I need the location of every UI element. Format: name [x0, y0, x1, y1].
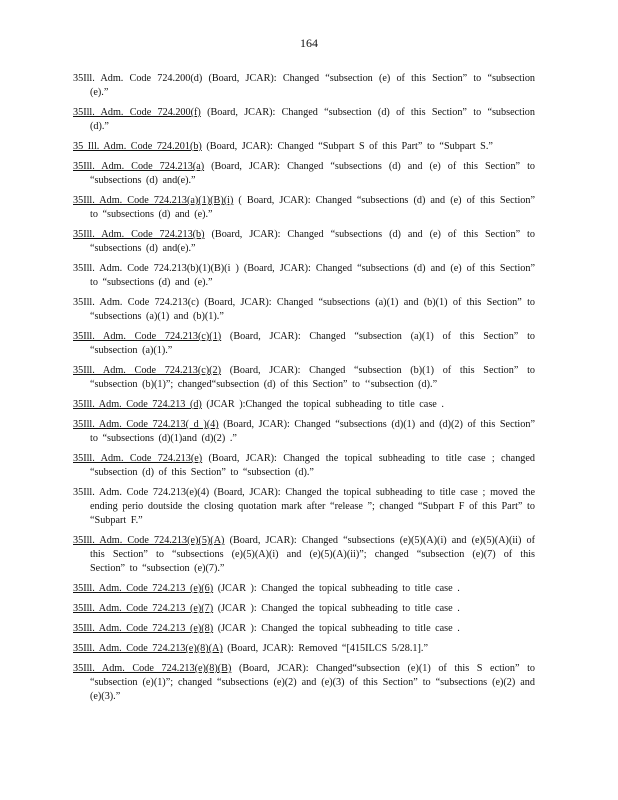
code-citation: 35Ill. Adm. Code 724.213(c)(2)	[73, 365, 222, 376]
list-item	[73, 418, 535, 446]
code-citation: 35Ill. Adm. Code 724.213(e)(8)(A)	[73, 643, 223, 654]
list-item	[73, 642, 535, 656]
list-item	[73, 662, 535, 704]
list-item	[73, 160, 535, 188]
code-citation: 35Ill. Adm. Code 724.213(e)(5)(A)	[73, 535, 225, 546]
list-item	[73, 452, 535, 480]
list-item	[73, 228, 535, 256]
list-item	[73, 194, 535, 222]
change-description: ( Board, JCAR): Changed “subsections (d) and (e) of this Section” to “subsections (d) and (e).”	[90, 195, 535, 220]
change-description: (Board, JCAR): Changed “subsection (e) of this Section” to “subsection (e).”	[90, 73, 536, 98]
change-description: (Board, JCAR): Removed “[415ILCS 5/28.1].”	[222, 643, 428, 654]
list-item	[73, 534, 535, 576]
change-description: ) (Board, JCAR): Changed “subsections (d) and (e) of this Section” to “subsections (d) and (e).”	[90, 263, 535, 288]
list-item	[73, 330, 535, 358]
page-number: 164	[300, 36, 318, 50]
code-citation: 35Ill. Adm. Code 724.213(a)(1)(B)(i)	[73, 195, 234, 206]
code-citation: 35Ill. Adm. Code 724.213(e)(4)	[73, 487, 210, 498]
code-citation: 35Ill. Adm. Code 724.213 (d)	[73, 399, 202, 410]
code-citation: 35Ill. Adm. Code 724.213(b)(1)(B)(i	[73, 263, 231, 274]
list-item	[73, 486, 535, 528]
change-description: (Board, JCAR): Changed“subsection (e)(1) of this S ection” to “subsection (e)(1)”; changed “subsections (e)(2) and (e)(3) of this Section” to “subsections (e)(2) and (e)(3).”	[90, 663, 536, 702]
code-citation: 35Ill. Adm. Code 724.213(c)	[73, 297, 200, 308]
entries-list	[73, 72, 535, 710]
code-citation: 35Ill. Adm. Code 724.213(c)(1)	[73, 331, 222, 342]
list-item	[73, 72, 535, 100]
change-description: (JCAR ):Changed the topical subheading to title case .	[201, 399, 444, 410]
list-item	[73, 140, 535, 154]
change-description: (JCAR ): Changed the topical subheading to title case .	[213, 623, 460, 634]
change-description: (Board, JCAR): Changed “subsection (a)(1) of this Section” to “subsection (a)(1).”	[90, 331, 535, 356]
change-description: (JCAR ): Changed the topical subheading to title case .	[213, 603, 460, 614]
code-citation: 35Ill. Adm. Code 724.213(a)	[73, 161, 205, 172]
code-citation: 35Ill. Adm. Code 724.213( d )(4)	[73, 419, 219, 430]
change-description: (Board, JCAR): Changed “subsections (d) and (e) of this Section” to “subsections (d) and(e).”	[90, 161, 535, 186]
change-description: (Board, JCAR): Changed “subsections (d) and (e) of this Section” to “subsections (d) and(e).”	[90, 229, 535, 254]
code-citation: 35Ill. Adm. Code 724.200(f)	[73, 107, 201, 118]
change-description: (JCAR ): Changed the topical subheading to title case .	[213, 583, 460, 594]
code-citation: 35Ill. Adm. Code 724.213 (e)(6)	[73, 583, 214, 594]
change-description: (Board, JCAR): Changed “subsections (a)(1) and (b)(1) of this Section” to “subsections (a)(1) and (b)(1).”	[90, 297, 535, 322]
code-citation: 35Ill. Adm. Code 724.213(b)	[73, 229, 205, 240]
code-citation: 35Ill. Adm. Code 724.213 (e)(8)	[73, 623, 214, 634]
change-description: (Board, JCAR): Changed “subsections (e)(5)(A)(i) and (e)(5)(A)(ii) of this Section” to “subsections (e)(5)(A)(i) and (e)(5)(A)(ii)”; changed “subsection (e)(7) of this Section” to “subsection (e)(7).”	[90, 535, 535, 574]
list-item	[73, 296, 535, 324]
list-item	[73, 262, 535, 290]
code-citation: 35 Ill. Adm. Code 724.201(b)	[73, 141, 202, 152]
list-item	[73, 622, 535, 636]
change-description: (Board, JCAR): Changed “subsection (b)(1) of this Section” to “subsection (b)(1)”; changed“subsection (d) of this Section” to ‘‘subsection (d).”	[90, 365, 535, 390]
change-description: (Board, JCAR): Changed “subsection (d) of this Section” to “subsection (d).”	[90, 107, 535, 132]
change-description: (Board, JCAR): Changed “Subpart S of this Part” to “Subpart S.”	[201, 141, 493, 152]
change-description: (Board, JCAR): Changed the topical subheading to title case ; moved the ending perio doutside the closing quotation mark after “release ”; changed “Subpart F of this Part” to “Subpart F.”	[90, 487, 535, 526]
code-citation: 35Ill. Adm. Code 724.213(e)(8)(B)	[73, 663, 232, 674]
list-item	[73, 582, 535, 596]
list-item	[73, 398, 535, 412]
list-item	[73, 106, 535, 134]
list-item	[73, 364, 535, 392]
code-citation: 35Ill. Adm. Code 724.213 (e)(7)	[73, 603, 214, 614]
list-item	[73, 602, 535, 616]
change-description: (Board, JCAR): Changed the topical subheading to title case ; changed “subsection (d) of this Section” to “subsection (d).”	[90, 453, 535, 478]
code-citation: 35Ill. Adm. Code 724.213(e)	[73, 453, 203, 464]
code-citation: 35Ill. Adm. Code 724.200(d)	[73, 73, 203, 84]
change-description: (Board, JCAR): Changed “subsections (d)(1) and (d)(2) of this Section” to “subsections (d)(1)and (d)(2) .”	[90, 419, 535, 444]
